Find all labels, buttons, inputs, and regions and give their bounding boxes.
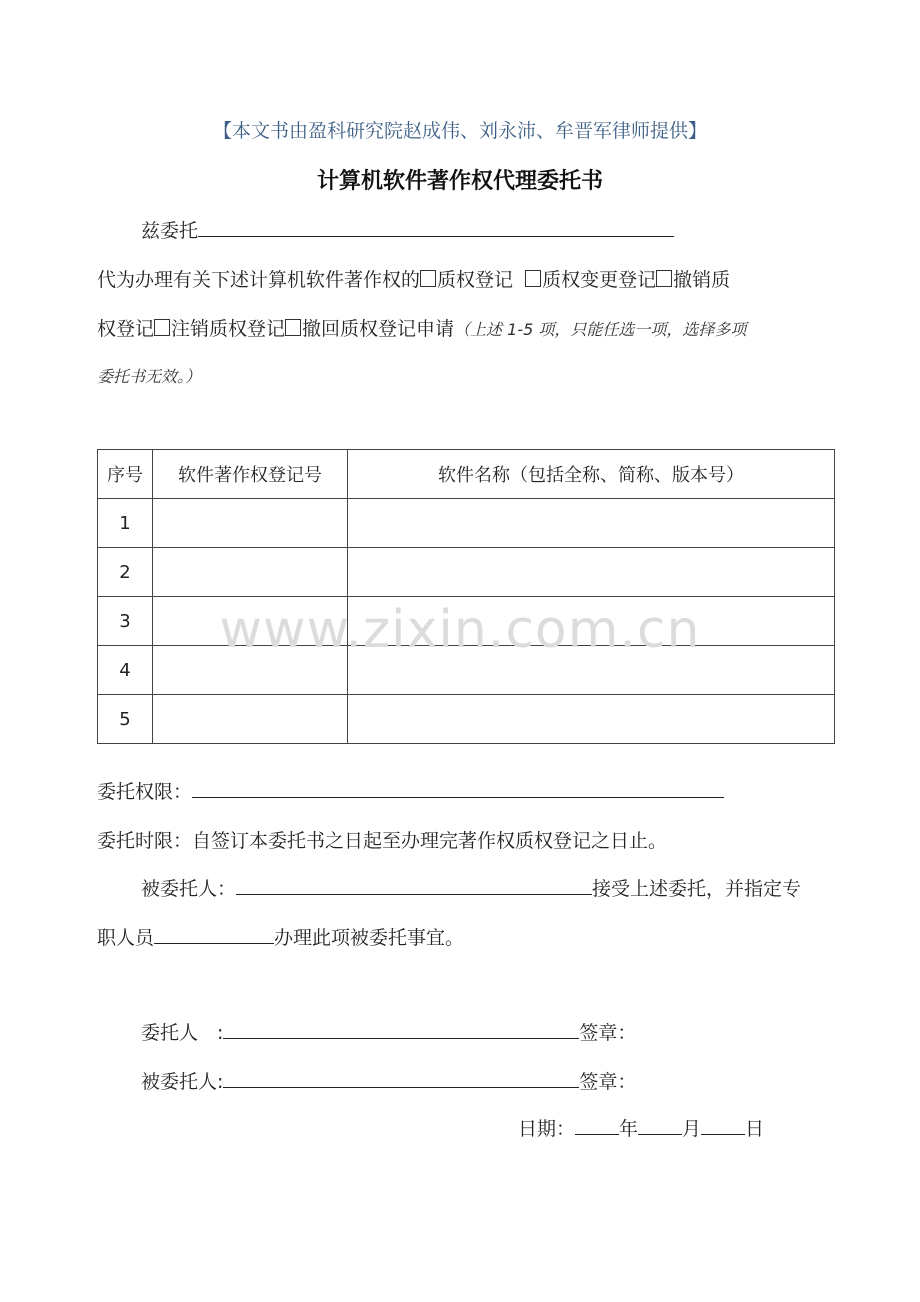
agent-seal-label: 签章： [579,1071,637,1093]
table-header-row [98,450,835,499]
month-label: 月 [682,1118,702,1140]
year-label: 年 [619,1118,639,1140]
entrust-line [141,216,674,243]
table-row [98,499,835,548]
para-line2-text: 权登记 [97,318,155,340]
principal-sign-line [141,1018,636,1045]
row-no: 1 [98,499,153,548]
agent-field[interactable] [236,874,592,895]
row-software-name-cell[interactable] [348,499,835,548]
para-line-2 [97,314,746,341]
header-no: 序号 [98,450,153,499]
staff-tail-text: 办理此项被委托事宜。 [274,927,465,949]
checkbox-revoke-pledge[interactable] [656,270,672,287]
agent-line [141,874,801,901]
scope-label: 委托权限： [97,781,193,803]
option-revoke-pledge: 撤销质 [673,269,731,291]
selection-note-cont: 委托书无效。） [97,367,202,386]
para-line-1 [97,265,730,292]
row-software-name-cell[interactable] [348,548,835,597]
header-software-name: 软件名称（包括全称、简称、版本号） [348,450,835,499]
scope-field[interactable] [192,777,724,798]
date-line [518,1114,764,1141]
agent-label: 被委托人： [141,878,237,900]
para-line1-text: 代为办理有关下述计算机软件著作权的 [97,269,421,291]
row-no: 4 [98,646,153,695]
day-field[interactable] [701,1114,745,1135]
option-cancel-pledge: 注销质权登记 [171,318,286,340]
checkbox-cancel-pledge[interactable] [154,319,170,336]
day-label: 日 [745,1118,765,1140]
option-pledge-change: 质权变更登记 [542,269,657,291]
scope-line [97,777,724,804]
date-label: 日期： [518,1118,576,1140]
checkbox-pledge-registration[interactable] [420,270,436,287]
agent-sign-label: 被委托人: [141,1071,224,1093]
agent-accept-text: 接受上述委托，并指定专 [592,878,802,900]
option-pledge-registration: 质权登记 [437,269,514,291]
agent-sign-line [141,1067,636,1094]
watermark: www.zixin.com.cn [219,600,701,660]
principal-seal-label: 签章： [579,1022,637,1044]
agent-sign-field[interactable] [223,1067,579,1088]
entrusted-party-field[interactable] [198,216,674,237]
staff-field[interactable] [154,923,274,944]
staff-label: 职人员 [97,927,155,949]
row-software-name-cell[interactable] [348,695,835,744]
staff-line [97,923,464,950]
checkbox-withdraw-pledge[interactable] [285,319,301,336]
term-line: 委托时限：自签订本委托书之日起至办理完著作权质权登记之日止。 [97,830,668,852]
checkbox-pledge-change[interactable] [525,270,541,287]
provider-note: 【本文书由盈科研究院赵成伟、刘永沛、牟晋军律师提供】 [212,120,707,142]
selection-note: （上述 1-5 项，只能任选一项，选择多项 [454,320,747,339]
row-reg-number-cell[interactable] [153,548,348,597]
table-row [98,695,835,744]
row-no: 3 [98,597,153,646]
row-reg-number-cell[interactable] [153,695,348,744]
principal-label: 委托人 : [141,1022,224,1044]
row-reg-number-cell[interactable] [153,499,348,548]
software-table [97,449,835,744]
document-title: 计算机软件著作权代理委托书 [316,169,603,194]
table-row [98,548,835,597]
row-no: 5 [98,695,153,744]
month-field[interactable] [638,1114,682,1135]
entrust-label: 兹委托 [141,220,199,242]
principal-field[interactable] [223,1018,579,1039]
option-withdraw-pledge: 撤回质权登记申请 [302,318,455,340]
row-no: 2 [98,548,153,597]
header-reg-number: 软件著作权登记号 [153,450,348,499]
year-field[interactable] [575,1114,619,1135]
